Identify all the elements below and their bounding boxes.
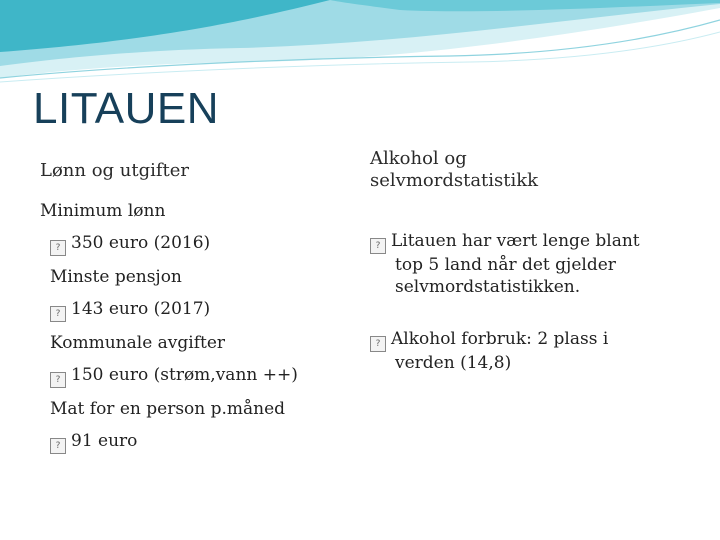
- bullet-item: ? Litauen har vært lenge blant top 5 land når det gjelder selvmordstatistikken.: [370, 230, 690, 298]
- bullet-item: ? Alkohol forbruk: 2 plass i verden (14,8): [370, 328, 690, 374]
- group-label: Kommunale avgifter: [50, 333, 226, 353]
- group-value: ? 150 euro (strøm,vann ++): [40, 364, 360, 388]
- left-column: [40, 160, 360, 464]
- bullet-icon: ?: [370, 238, 386, 254]
- group-value: ? 143 euro (2017): [40, 298, 360, 322]
- header-wave-decoration: [0, 0, 720, 90]
- group-label: Minste pensjon: [50, 267, 182, 287]
- group-value: ? 91 euro: [40, 430, 360, 454]
- right-column: [370, 148, 690, 404]
- group-label: Mat for en person p.måned: [50, 399, 286, 419]
- bullet-icon: ?: [50, 306, 66, 322]
- bullet-icon: ?: [50, 438, 66, 454]
- group-label: Minimum lønn: [40, 201, 166, 221]
- group-value: ? 350 euro (2016): [40, 232, 360, 256]
- slide-title: LITAUEN: [33, 84, 220, 133]
- bullet-icon: ?: [50, 240, 66, 256]
- bullet-icon: ?: [50, 372, 66, 388]
- bullet-icon: ?: [370, 336, 386, 352]
- right-heading: Alkohol og selvmordstatistikk: [370, 148, 539, 191]
- left-heading: Lønn og utgifter: [40, 160, 190, 181]
